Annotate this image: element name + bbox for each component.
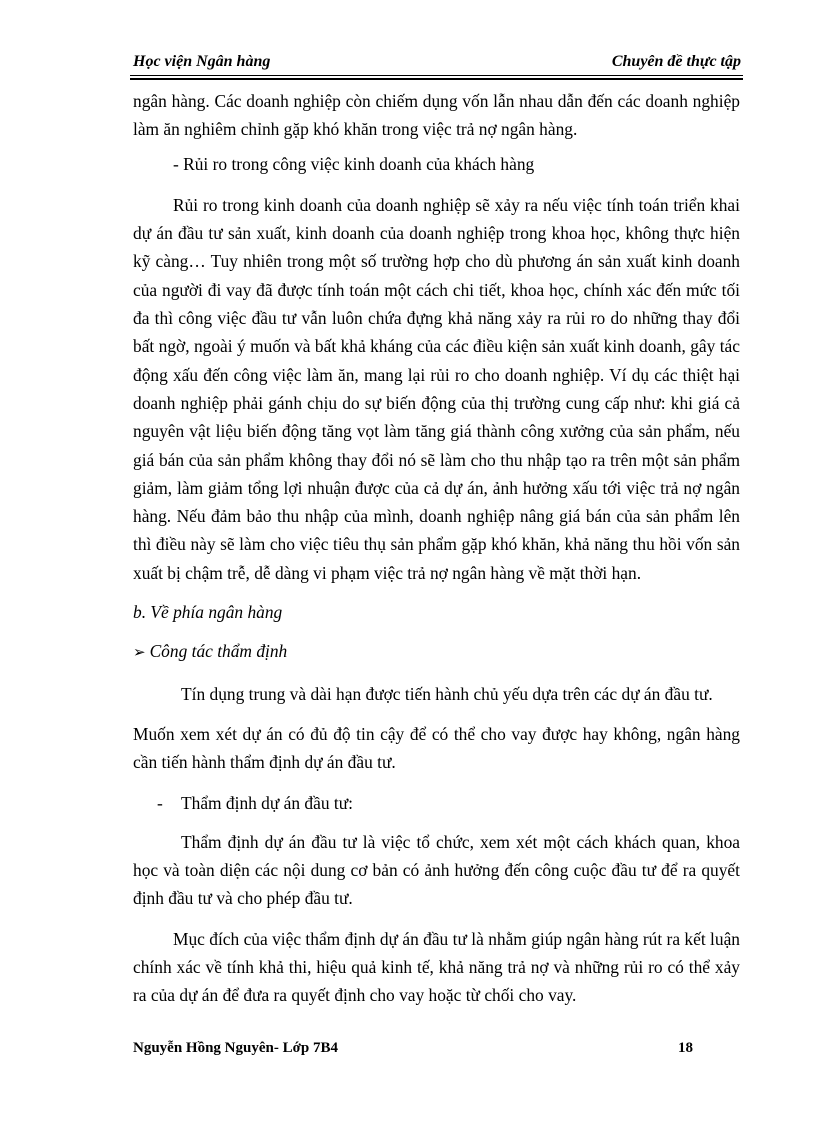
header-rule-thin — [130, 75, 743, 76]
footer-author: Nguyễn Hồng Nguyên- Lớp 7B4 — [133, 1040, 339, 1056]
risk-heading: - Rủi ro trong công việc kinh doanh của khách hàng — [173, 153, 535, 174]
paragraph-business-risk: Rủi ro trong kinh doanh của doanh nghiệp sẽ xảy ra nếu việc tính toán triển khai dự án đầu tư sản xuất, kinh doanh của doanh nghiệp trong khoa học, không thực hiện kỹ càng… Tuy nhiên trong một số trường hợp cho dù phương án sản xuất kinh doanh của người đi vay đã được tính toán một cách chi tiết, khoa học, chính xác đến mức tối đa thì công việc đầu tư vẫn luôn chứa đựng khả năng xảy ra rủi ro do những thay đổi bất ngờ, ngoài ý muốn và bất khả kháng của các điều kiện sản xuất kinh doanh, gây tác động xấu đến công việc làm ăn, mang lại rủi ro cho doanh nghiệp. Ví dụ các thiệt hại doanh nghiệp phải gánh chịu do sự biến động của thị trường cung cấp như: khi giá cả nguyên vật liệu biến động tăng vọt làm tăng giá thành công xưởng của sản phẩm, nếu giá bán của sản phẩm không thay đổi nó sẽ làm cho thu nhập tạo ra trên một sản phẩm giảm, làm giảm tổng lợi nhuận được của cả dự án, ảnh hưởng xấu tới việc trả nợ ngân hàng. Nếu đảm bảo thu nhập của mình, doanh nghiệp nâng giá bán của sản phẩm lên thì điều này sẽ làm cho việc tiêu thụ sản phẩm gặp khó khăn, khả năng thu hồi vốn sản xuất bị chậm trễ, dễ dàng vi phạm việc trả nợ ngân hàng về mặt thời hạn. — [133, 194, 740, 583]
header-institution: Học viện Ngân hàng — [133, 53, 271, 70]
appraisal-heading-text: Công tác thẩm định — [149, 641, 288, 662]
section-heading-bank-side: b. Về phía ngân hàng — [133, 602, 283, 623]
paragraph-appraisal-definition: Thẩm định dự án đầu tư là việc tổ chức, xem xét một cách khách quan, khoa học và toàn diện các nội dung cơ bản có ảnh hưởng đến công cuộc đầu tư để ra quyết định đầu tư và cho phép đầu tư. — [133, 831, 740, 909]
page-body — [133, 87, 740, 1010]
arrow-bullet-icon: ➢ — [133, 645, 146, 662]
paragraph-consider: Muốn xem xét dự án có đủ độ tin cậy để có thể cho vay được hay không, ngân hàng cần tiến hành thẩm định dự án đầu tư. — [133, 723, 740, 773]
project-appraisal-heading — [133, 789, 740, 817]
appraisal-heading — [133, 637, 740, 667]
header-document-type: Chuyên đề thực tập — [611, 53, 741, 70]
page-number: 18 — [678, 1040, 693, 1056]
page-header — [133, 51, 741, 75]
dash-bullet: - — [157, 792, 163, 813]
paragraph-appraisal-purpose: Mục đích của việc thẩm định dự án đầu tư là nhằm giúp ngân hàng rút ra kết luận chính xác về tính khả thi, hiệu quả kinh tế, khả năng trả nợ và những rủi ro có thể xảy ra của dự án để đưa ra quyết định cho vay hoặc từ chối cho vay. — [133, 928, 740, 1006]
paragraph-credit: Tín dụng trung và dài hạn được tiến hành chủ yếu dựa trên các dự án đầu tư. — [181, 683, 713, 704]
page-footer — [133, 1040, 693, 1057]
project-appraisal-heading-text: Thẩm định dự án đầu tư: — [181, 792, 353, 813]
paragraph-debt-intro: ngân hàng. Các doanh nghiệp còn chiếm dụng vốn lẫn nhau dẫn đến các doanh nghiệp làm ăn nghiêm chỉnh gặp khó khăn trong việc trả nợ ngân hàng. — [133, 91, 740, 140]
header-rule-thick — [130, 78, 743, 80]
